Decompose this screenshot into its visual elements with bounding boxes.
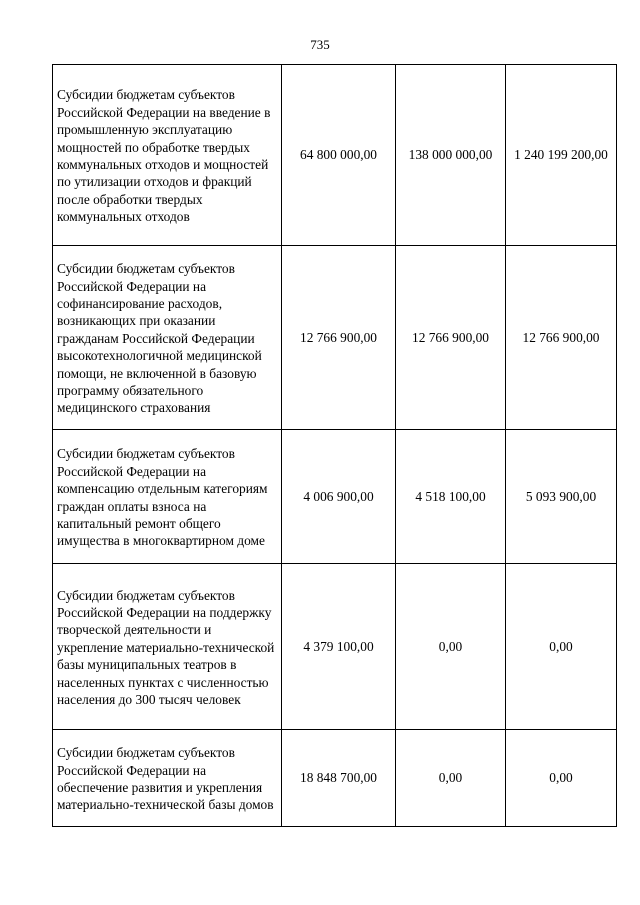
table-row xyxy=(53,730,617,827)
row-description: Субсидии бюджетам субъектов Российской Федерации на софинансирование расходов, возникающих при оказании гражданам Российской Федерации высокотехнологичной медицинской помощи, не включенной в базовую программу обязательного медицинского страхования xyxy=(53,246,282,430)
value-year-2: 12 766 900,00 xyxy=(396,246,506,430)
budget-table xyxy=(52,64,617,827)
value-year-3: 0,00 xyxy=(506,564,617,730)
value-year-2: 0,00 xyxy=(396,730,506,827)
value-year-1: 64 800 000,00 xyxy=(282,65,396,246)
table-row xyxy=(53,430,617,564)
value-year-2: 0,00 xyxy=(396,564,506,730)
value-year-1: 4 006 900,00 xyxy=(282,430,396,564)
value-year-3: 5 093 900,00 xyxy=(506,430,617,564)
value-year-3: 1 240 199 200,00 xyxy=(506,65,617,246)
value-year-3: 0,00 xyxy=(506,730,617,827)
row-description: Субсидии бюджетам субъектов Российской Федерации на введение в промышленную эксплуатацию мощностей по обработке твердых коммунальных отходов и мощностей по утилизации отходов и фракций после обработки твердых коммунальных отходов xyxy=(53,65,282,246)
page-number: 735 xyxy=(310,37,330,52)
value-year-2: 138 000 000,00 xyxy=(396,65,506,246)
table-row xyxy=(53,564,617,730)
row-description: Субсидии бюджетам субъектов Российской Федерации на поддержку творческой деятельности и укрепление материально-технической базы муниципальных театров в населенных пунктах с численностью населения до 300 тысяч человек xyxy=(53,564,282,730)
table-row xyxy=(53,246,617,430)
value-year-3: 12 766 900,00 xyxy=(506,246,617,430)
row-description: Субсидии бюджетам субъектов Российской Федерации на компенсацию отдельным категориям граждан оплаты взноса на капитальный ремонт общего имущества в многоквартирном доме xyxy=(53,430,282,564)
value-year-1: 12 766 900,00 xyxy=(282,246,396,430)
value-year-1: 18 848 700,00 xyxy=(282,730,396,827)
value-year-2: 4 518 100,00 xyxy=(396,430,506,564)
table-row xyxy=(53,65,617,246)
row-description: Субсидии бюджетам субъектов Российской Федерации на обеспечение развития и укрепления материально-технической базы домов xyxy=(53,730,282,827)
value-year-1: 4 379 100,00 xyxy=(282,564,396,730)
